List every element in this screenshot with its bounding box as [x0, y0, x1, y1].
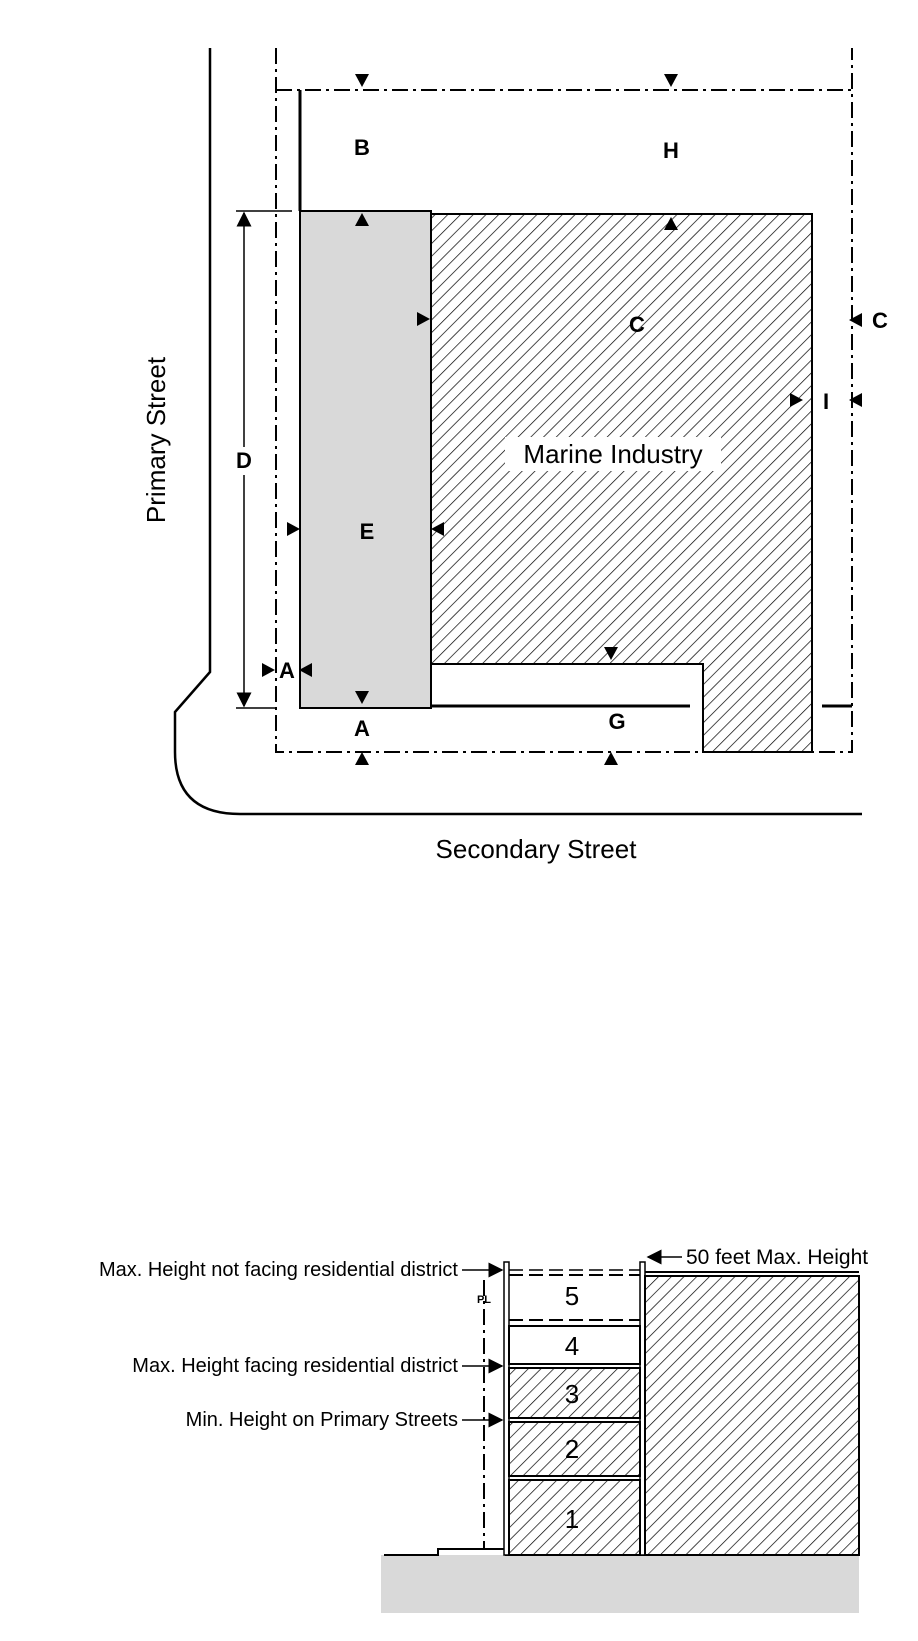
- label-d: D: [236, 448, 252, 473]
- floor-2-label: 2: [564, 1434, 580, 1464]
- marine-industry-building: [430, 214, 812, 752]
- label-c-center: C: [629, 312, 645, 337]
- label-a-bottom: A: [354, 716, 370, 741]
- label-a-left: A: [279, 658, 295, 683]
- building-section: [99, 1246, 868, 1613]
- ground-line: [384, 1549, 505, 1555]
- max-height-not-facing-label: Max. Height not facing residential district: [98, 1259, 458, 1281]
- label-h: H: [663, 138, 679, 163]
- marine-industry-label: Marine Industry: [523, 439, 703, 469]
- floor-4-label: 4: [564, 1331, 580, 1361]
- ground: [381, 1555, 859, 1613]
- label-b: B: [354, 135, 370, 160]
- label-i: I: [822, 389, 830, 414]
- site-plan: [141, 48, 888, 864]
- floor-5-label: 5: [564, 1281, 580, 1311]
- adjacent-building: [645, 1276, 859, 1555]
- max-height-facing-label: Max. Height facing residential district: [132, 1355, 458, 1377]
- secondary-street-label: Secondary Street: [435, 834, 637, 864]
- label-e: E: [359, 519, 375, 544]
- label-g: G: [608, 709, 626, 734]
- label-c-right: C: [872, 308, 888, 333]
- primary-street-label: Primary Street: [141, 356, 171, 524]
- max-height-50-label: 50 feet Max. Height: [686, 1246, 869, 1269]
- min-height-primary-label: Min. Height on Primary Streets: [185, 1409, 458, 1431]
- floor-3-label: 3: [564, 1379, 580, 1409]
- floor-1-label: 1: [564, 1504, 580, 1534]
- building-e: [300, 211, 431, 708]
- pl-label: PL: [476, 1294, 492, 1306]
